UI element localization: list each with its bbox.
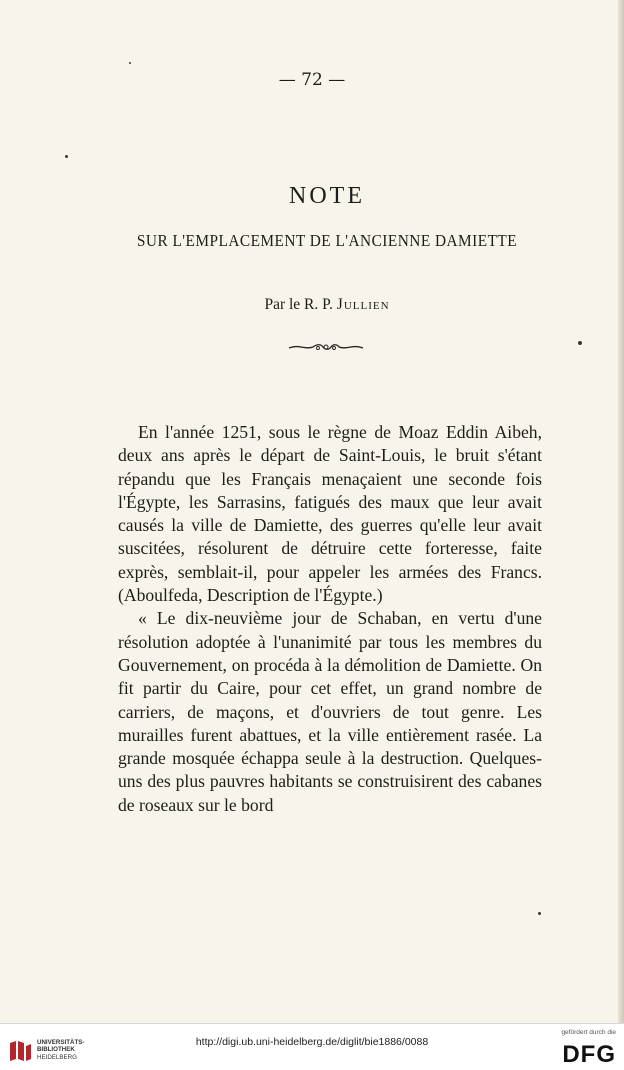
library-name-bold: UNIVERSITÄTS- BIBLIOTHEK: [37, 1039, 85, 1054]
byline: [0, 296, 624, 314]
dfg-logo: DFG: [562, 1041, 616, 1068]
page-number: — 72 —: [278, 70, 346, 90]
dust-speck: [129, 62, 131, 64]
funded-by-label: gefördert durch die: [561, 1029, 616, 1036]
byline-prefix: Par le R. P.: [264, 296, 333, 313]
library-name-city: HEIDELBERG: [37, 1053, 77, 1061]
page-title: NOTE: [289, 183, 365, 209]
dust-speck: [65, 155, 68, 158]
dust-speck: [538, 912, 541, 915]
paragraph-2: « Le dix-neuvième jour de Schaban, en vertu d'une résolution adoptée à l'unanimité par tous les membres du Gouvernement, on procéda à la démolition de Damiette. On fit partir du Caire, pour cet effet, un grand nombre de carriers, de maçons, et d'ouvriers de tout genre. Les murailles furent abattues, et la ville entièrement rasée. La grande mosquée échappa seule à la destruction. Quelques-uns des plus pauvres habitants se construisirent des cabanes de roseaux sur le bord: [118, 608, 542, 815]
body-text: [118, 421, 542, 817]
paragraph-1: En l'année 1251, sous le règne de Moaz Eddin Aibeh, deux ans après le départ de Saint-Louis, le bruit s'étant répandu que les Français menaçaient une seconde fois l'Égypte, les Sarrasins, fatigués des maux que leur avait causés la ville de Damiette, des guerres qu'elle leur avait suscitées, résolurent de détruire cette forteresse, faite exprès, semblait-il, pour appeler les armées des Francs. (Aboulfeda, Description de l'Égypte.): [118, 422, 542, 606]
subtitle: SUR L'EMPLACEMENT DE L'ANCIENNE DAMIETTE: [136, 231, 518, 250]
ornament-divider-icon: [287, 340, 365, 354]
permalink-url[interactable]: http://digi.ub.uni-heidelberg.de/diglit/bie1886/0088: [195, 1036, 429, 1048]
author-name: Jullien: [336, 296, 390, 313]
dust-speck: [578, 341, 582, 345]
